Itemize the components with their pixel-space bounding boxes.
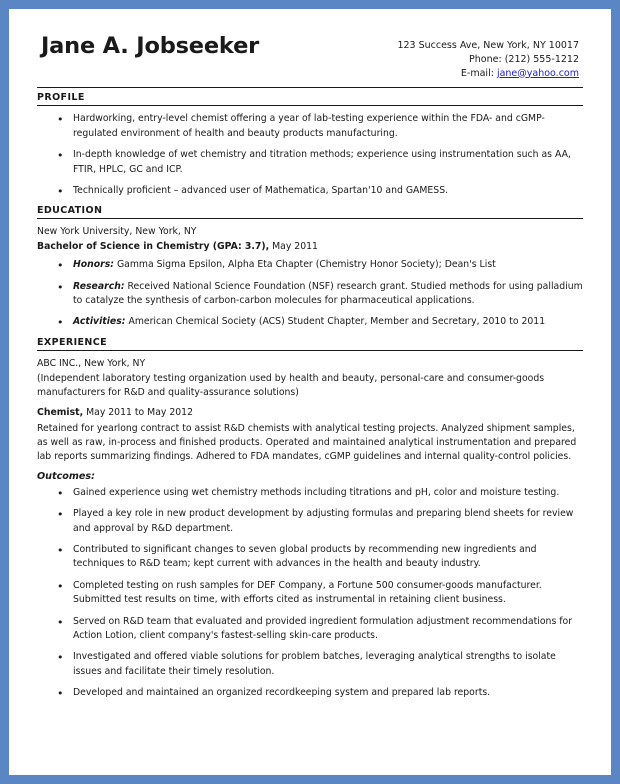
education-bullet-list [37,258,583,330]
education-degree-line [37,240,583,254]
contact-email-link[interactable]: jane@yahoo.com [496,67,579,79]
contact-email-line [397,67,579,81]
experience-job-description: Retained for yearlong contract to assist R&D chemists with analytical testing projects. Analyzed shipment samples, as well as raw, in-process and finished products. Operated and maintained analytical instrumentation and prepared lab reports summarizing findings. Adhered to FDA mandates, cGMP guidelines and internal quality-control policies. [37,422,577,463]
contact-block [397,29,583,80]
list-item: • Completed testing on rush samples for DEF Company, a Fortune 500 consumer-goods manufacturer. Submitted test results on time, with efforts cited as instrumental in retaining client business. [63,579,583,608]
experience-job-line [37,406,583,420]
profile-bullet-list [37,112,583,198]
list-item: • Played a key role in new product development by adjusting formulas and preparing blend sheets for review and approval by R&D department. [63,507,583,536]
list-item [63,280,583,309]
section-divider-profile [37,105,583,106]
section-title-experience: EXPERIENCE [37,336,108,348]
list-item: • Developed and maintained an organized recordkeeping system and prepared lab reports. [63,686,583,700]
list-item [63,315,583,329]
resume-document [9,9,611,775]
list-item: • Investigated and offered viable solutions for problem batches, leveraging analytical strengths to isolate issues and facilitate their timely resolution. [63,650,583,679]
contact-address: 123 Success Ave, New York, NY 10017 [397,40,579,51]
contact-phone: Phone: (212) 555-1212 [469,53,579,65]
experience-job-title: Chemist, [37,406,84,418]
list-item: • Served on R&D team that evaluated and provided ingredient formulation adjustment recommendations for Action Lotion, client company's fastest-selling skin-care products. [63,615,583,644]
education-degree: Bachelor of Science in Chemistry (GPA: 3.7), [37,241,270,253]
list-item [63,258,583,272]
experience-outcomes-label: Outcomes: [37,470,95,482]
education-item-text: Received National Science Foundation (NSF) research grant. Studied methods for using palladium to catalyze the synthesis of carbon-carbon molecules for pharmaceutical applications. [73,280,583,307]
list-item: • Contributed to significant changes to seven global products by recommending new ingredients and techniques to R&D team; kept current with advances in the health and beauty industry. [63,543,583,572]
education-item-label: Research: [73,280,125,292]
list-item: • Gained experience using wet chemistry methods including titrations and pH, color and moisture testing. [63,486,583,500]
list-item: • In-depth knowledge of wet chemistry and titration methods; experience using instrumentation such as AA, FTIR, HPLC, GC and ICP. [63,148,583,177]
education-degree-date: May 2011 [269,241,318,253]
header-divider [37,87,583,88]
resume-header [37,29,583,84]
experience-company: ABC INC., New York, NY [37,357,146,369]
education-item-label: Activities: [73,316,126,328]
section-divider-education [37,218,583,219]
list-item: • Hardworking, entry-level chemist offering a year of lab-testing experience within the FDA- and cGMP-regulated environment of health and beauty products manufacturing. [63,112,583,141]
education-item-label: Honors: [73,259,115,271]
section-title-profile: PROFILE [37,92,85,104]
experience-outcomes-list [37,486,583,701]
experience-company-description: (Independent laboratory testing organization used by health and beauty, personal-care and consumer-goods manufacturers for R&D and quality-assurance solutions) [37,372,545,398]
education-item-text: American Chemical Society (ACS) Student Chapter, Member and Secretary, 2010 to 2011 [125,316,546,328]
section-divider-experience [37,350,583,351]
list-item: • Technically proficient – advanced user of Mathematica, Spartan'10 and GAMESS. [63,184,583,198]
page-title: Jane A. Jobseeker [41,33,260,59]
section-title-education: EDUCATION [37,205,103,217]
contact-email-label: E-mail: [460,67,497,79]
education-item-text: Gamma Sigma Epsilon, Alpha Eta Chapter (Chemistry Honor Society); Dean's List [114,259,496,271]
education-school: New York University, New York, NY [37,226,197,238]
experience-job-dates: May 2011 to May 2012 [83,406,194,418]
